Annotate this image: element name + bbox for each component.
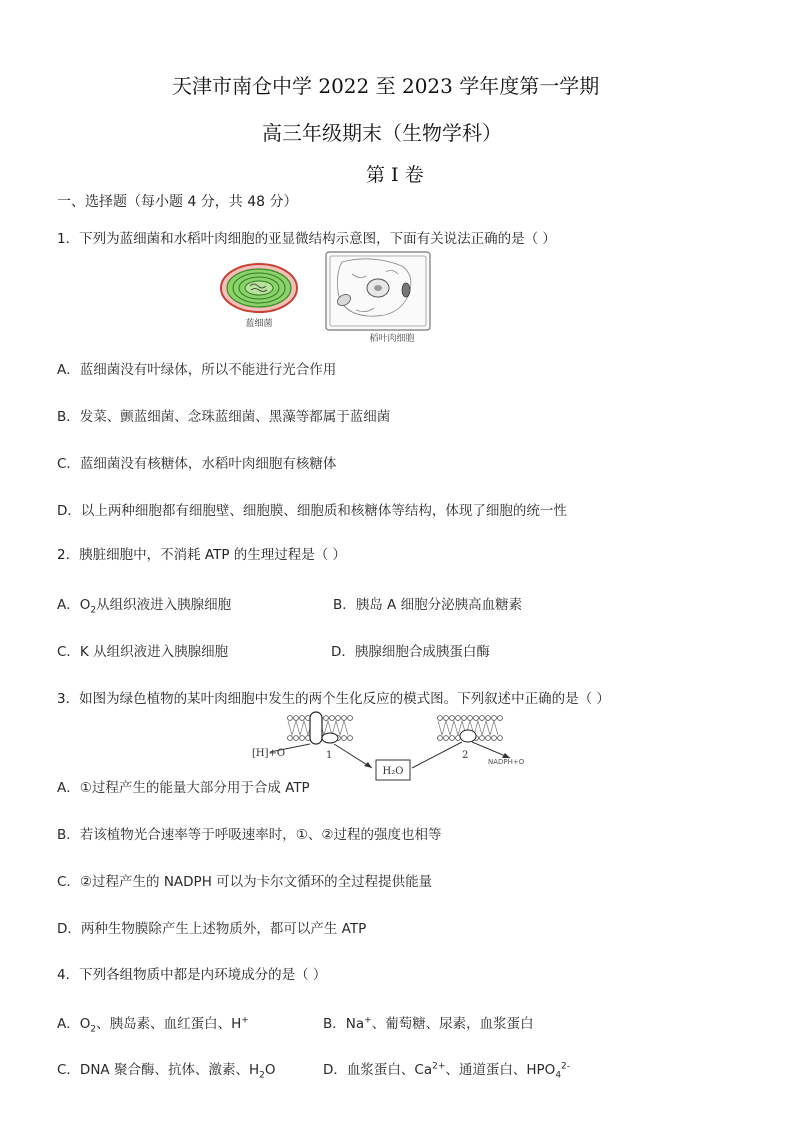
exam-subtitle: 高三年级期末（生物学科） (262, 121, 502, 145)
exam-title: 天津市南仓中学 2022 至 2023 学年度第一学期 (172, 74, 600, 98)
question-2-stem: 2．胰脏细胞中，不消耗 ATP 的生理过程是（ ） (57, 547, 347, 563)
cyanobacteria-label: 蓝细菌 (245, 319, 273, 329)
question-2-option-c: C．K 从组织液进入胰腺细胞 (57, 644, 229, 660)
question-1-option-c: C．蓝细菌没有核糖体，水稻叶肉细胞有核糖体 (57, 456, 337, 472)
question-3-option-a: A．①过程产生的能量大部分用于合成 ATP (57, 780, 310, 796)
process-1-label: 1 (326, 750, 333, 761)
h2o-box-label: H₂O (382, 766, 404, 777)
question-1-option-d: D．以上两种细胞都有细胞壁、细胞膜、细胞质和核糖体等结构，体现了细胞的统一性 (57, 503, 567, 519)
question-3-option-d: D．两种生物膜除产生上述物质外，都可以产生 ATP (57, 921, 367, 937)
question-4-stem: 4．下列各组物质中都是内环境成分的是（ ） (57, 967, 327, 983)
volume-label: 第 I 卷 (366, 164, 424, 186)
question-4-option-b: B．Na+、葡萄糖、尿素，血浆蛋白 (323, 1015, 534, 1032)
question-3-option-c: C．②过程产生的 NADPH 可以为卡尔文循环的全过程提供能量 (57, 874, 433, 890)
question-2-option-b: B．胰岛 A 细胞分泌胰高血糖素 (333, 597, 523, 613)
question-4-option-c: C．DNA 聚合酶、抗体、激素、$H_2O$ (57, 1062, 276, 1081)
question-4-option-d: D．血浆蛋白、$Ca^{2+}$、通道蛋白、$HPO_4^{2-}$ (323, 1061, 571, 1081)
process-2-label: 2 (462, 750, 469, 761)
product-label: NADPH+O (488, 758, 525, 766)
section-heading: 一、选择题（每小题 4 分，共 48 分） (57, 194, 298, 210)
rice-leaf-cell-figure (322, 248, 434, 344)
question-2-option-a: A．$O_2$从组织液进入胰腺细胞 (57, 597, 232, 616)
question-1-option-b: B．发菜、颤蓝细菌、念珠蓝细菌、黑藻等都属于蓝细菌 (57, 409, 391, 425)
rice-cell-label: 稻叶肉细胞 (369, 334, 415, 344)
question-2-option-d: D．胰腺细胞合成胰蛋白酶 (331, 644, 490, 660)
question-3-option-b: B．若该植物光合速率等于呼吸速率时，①、②过程的强度也相等 (57, 827, 442, 843)
cyanobacteria-figure (218, 258, 300, 330)
question-1-option-a: A．蓝细菌没有叶绿体，所以不能进行光合作用 (57, 362, 337, 378)
question-4-option-a: A．$O_2$、胰岛素、血红蛋白、H+ (57, 1015, 249, 1035)
question-3-stem: 3．如图为绿色植物的某叶肉细胞中发生的两个生化反应的模式图。下列叙述中正确的是（ ） (57, 691, 610, 707)
membrane-reaction-figure (250, 710, 550, 786)
reactant-label: [H]+O (252, 748, 286, 759)
question-1-stem: 1．下列为蓝细菌和水稻叶肉细胞的亚显微结构示意图，下面有关说法正确的是（ ） (57, 231, 556, 247)
